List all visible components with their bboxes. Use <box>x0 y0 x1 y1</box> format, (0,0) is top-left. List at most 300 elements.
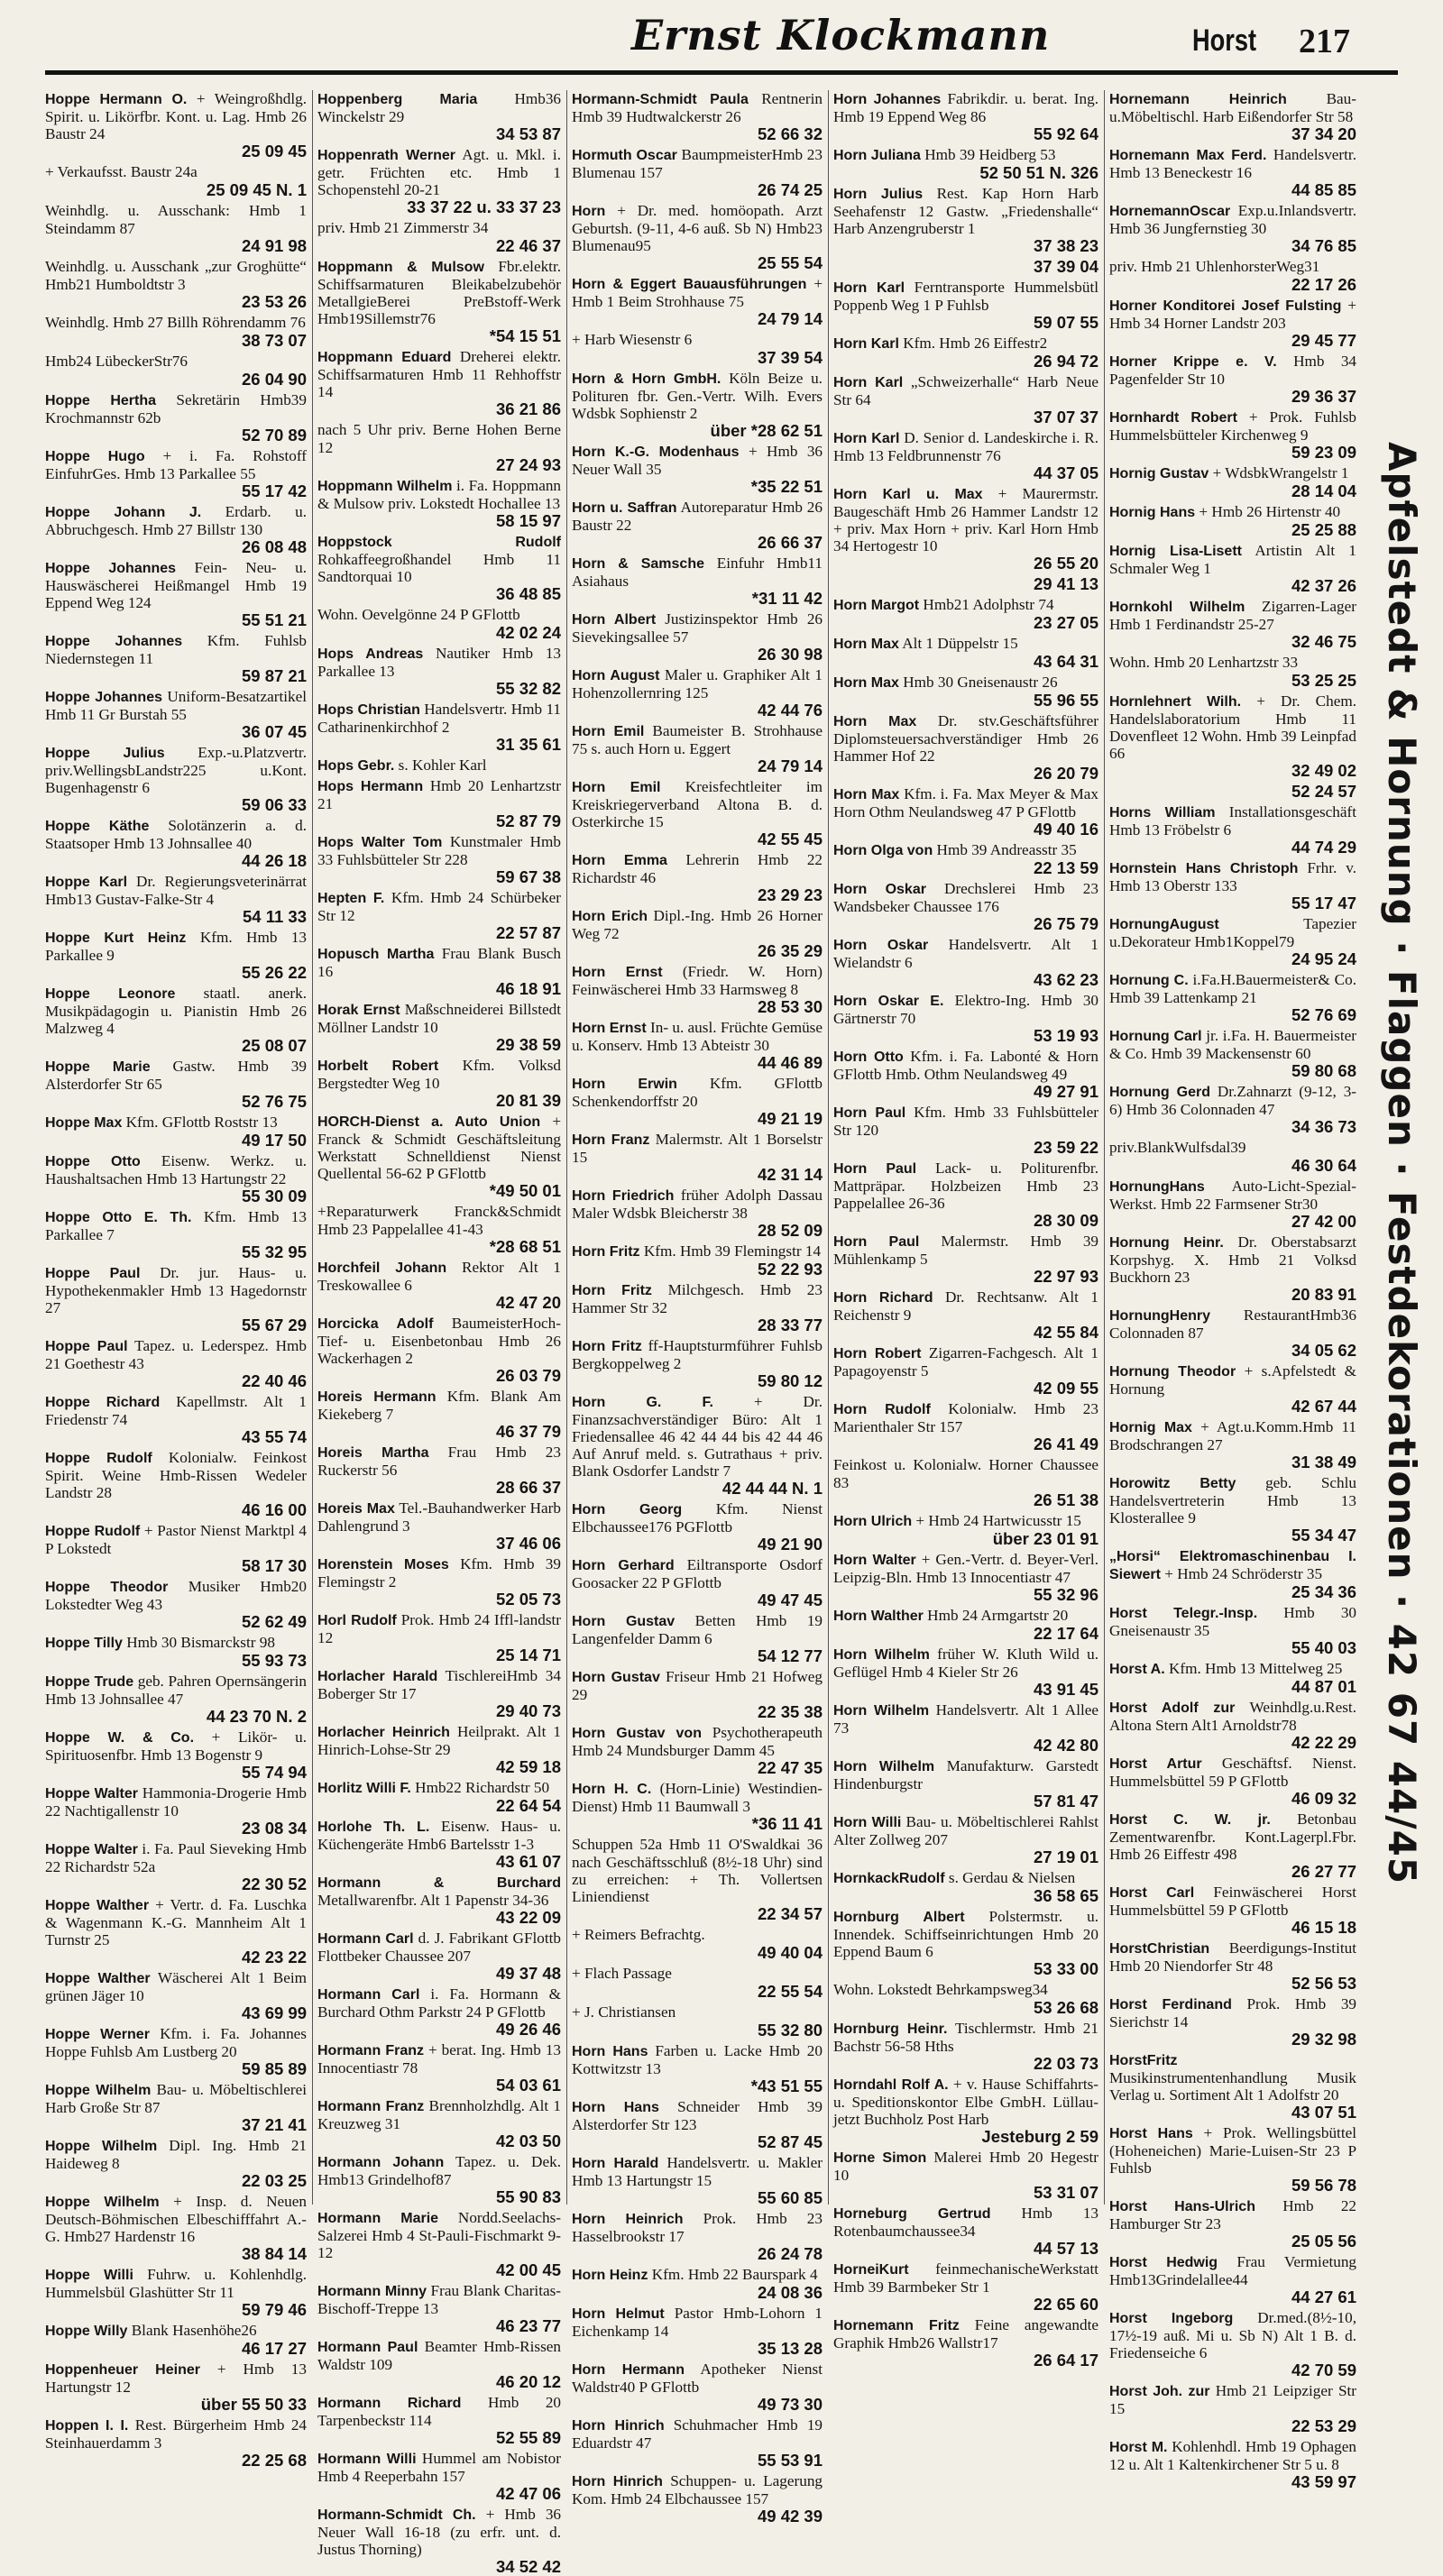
entry-phone-number: 36 48 85 <box>495 584 561 603</box>
column-divider <box>312 90 313 2205</box>
page-header <box>0 0 1443 72</box>
entry-name: Hoppe Hugo <box>45 449 145 464</box>
directory-entry <box>45 1058 307 1111</box>
entry-phone-number: 22 30 52 <box>241 1875 307 1893</box>
directory-entry <box>833 90 1098 143</box>
directory-entry <box>1109 1233 1356 1304</box>
entry-phone-number: 25 09 45 <box>241 142 307 160</box>
directory-entry <box>317 1874 561 1927</box>
entry-details: Fbr.elektr. Schiffsarmaturen Bleikabelzubehör MetallgieBerei PreBstoff-Werk Hmb19Sillemstr76 <box>317 258 562 327</box>
entry-phone-number: 23 27 05 <box>1033 613 1098 632</box>
entry-phone-number: 55 67 29 <box>241 1316 307 1334</box>
entry-name: Horn G. F. <box>572 1395 713 1410</box>
entry-details: Kunstmaler Hmb 33 Fuhlsbütteler Str 228 <box>317 833 561 868</box>
directory-entry <box>572 2305 823 2358</box>
directory-entry <box>1109 692 1356 780</box>
directory-entry <box>572 90 823 143</box>
entry-details: Wohn. Oevelgönne 24 P GFlottb <box>317 606 520 623</box>
entry-phone-number: 34 05 62 <box>1291 1341 1356 1360</box>
directory-entry <box>833 1701 1098 1755</box>
directory-entry <box>45 1114 307 1150</box>
entry-details: Baumeister B. Strohhause 75 s. auch Horn u. Eggert <box>572 722 823 757</box>
entry-details: + Gen.-Vertr. d. Beyer-Verl. Leipzig-Bln. Hmb 13 Innocentiastr 47 <box>833 1551 1098 1586</box>
entry-name: Horlacher Heinrich <box>317 1725 450 1740</box>
entry-name: Horn Karl <box>833 280 905 296</box>
entry-name: „Horsi“ Elektromaschinenbau I. Siewert <box>1109 1549 1356 1582</box>
entry-details: Installationsgeschäft Hmb 13 Fröbelstr 6 <box>1109 803 1356 839</box>
directory-entry <box>1109 1604 1356 1657</box>
directory-entry <box>572 1075 823 1128</box>
entry-phone-number: 46 23 77 <box>495 2316 561 2335</box>
entry-name: Horenstein Moses <box>317 1557 449 1572</box>
entry-name: Horn Helmut <box>572 2306 665 2322</box>
directory-entry <box>572 1393 823 1498</box>
entry-details: Kfm. i. Fa. Johannes Hoppe Fuhlsb Am Lustberg 20 <box>45 2025 307 2060</box>
entry-name: Horndahl Rolf A. <box>833 2077 949 2093</box>
directory-entry <box>572 963 823 1016</box>
entry-details: Drechslerei Hmb 23 Wandsbeker Chaussee 176 <box>833 880 1098 915</box>
entry-phone-number: 42 03 50 <box>495 2131 561 2150</box>
entry-name: Hoppe Paul <box>45 1266 141 1281</box>
entry-details: Lack- u. Politurenfbr. Mattpräpar. Holzbeizen Hmb 23 Pappelallee 26-36 <box>833 1160 1099 1212</box>
directory-entry <box>45 2025 307 2078</box>
entry-phone-number: 55 17 47 <box>1291 894 1356 912</box>
entry-phone-number: 24 08 36 <box>757 2283 823 2302</box>
entry-phone-number: 42 37 26 <box>1291 576 1356 595</box>
entry-name: Horn Hinrich <box>572 2474 663 2489</box>
directory-entry <box>1109 783 1356 801</box>
entry-details: Exp.u.Inlandsvertr. Hmb 36 Jungfernstieg 30 <box>1109 202 1356 237</box>
directory-entry <box>1109 2253 1356 2306</box>
entry-phone-number: 55 51 21 <box>241 610 307 629</box>
entry-name: Hoppe Theodor <box>45 1580 169 1595</box>
directory-entry <box>1109 1306 1356 1360</box>
entry-name: Horn Erwin <box>572 1077 677 1092</box>
entry-details: Prok. Hmb 39 Sierichstr 14 <box>1109 1995 1357 2031</box>
entry-name: Hornburg Heinr. <box>833 2021 948 2037</box>
entry-phone-number: 28 30 09 <box>1033 1211 1098 1230</box>
entry-details: Kolonialw. Feinkost Spirit. Weine Hmb-Rissen Wedeler Landstr 28 <box>45 1449 307 1501</box>
entry-details: „Schweizerhalle“ Harb Neue Str 64 <box>833 373 1098 408</box>
entry-details: (Friedr. W. Horn) Feinwäscherei Hmb 33 Harmsweg 8 <box>572 963 823 998</box>
entry-phone-number: 53 26 68 <box>1033 1998 1098 2017</box>
entry-details: + Prok. Fuhlsb Hummelsbütteler Kirchenweg 9 <box>1109 408 1357 444</box>
entry-phone-number: 55 26 22 <box>241 963 307 982</box>
entry-details: Kfm. Hmb 33 Fuhlsbütteler Str 120 <box>833 1104 1099 1139</box>
entry-phone-number: 43 69 99 <box>241 2003 307 2022</box>
entry-name: HornungHenry <box>1109 1308 1210 1324</box>
entry-phone-number: 34 36 73 <box>1291 1117 1356 1136</box>
entry-phone-number: 24 91 98 <box>241 236 307 255</box>
directory-entry <box>572 1724 823 1777</box>
entry-details: priv. Hmb 21 Zimmerstr 34 <box>317 219 489 236</box>
entry-details: i. Fa. Paul Sieveking Hmb 22 Richardstr 52a <box>45 1840 308 1875</box>
directory-entry <box>572 2003 823 2040</box>
entry-phone-number: 59 06 33 <box>241 795 307 814</box>
entry-phone-number: 46 16 00 <box>241 1500 307 1519</box>
directory-entry <box>45 391 307 445</box>
entry-name: Hornung Theodor <box>1109 1364 1236 1380</box>
entry-phone-number: 22 40 46 <box>241 1371 307 1390</box>
entry-phone-number: 35 13 28 <box>757 2339 823 2358</box>
entry-name: Horst M. <box>1109 2440 1168 2455</box>
directory-entry <box>45 929 307 982</box>
directory-entry <box>572 666 823 720</box>
entry-name: Hepten F. <box>317 891 385 906</box>
entry-name: Hornkohl Wilhelm <box>1109 600 1245 615</box>
entry-phone-number: 52 22 93 <box>757 1260 823 1279</box>
entry-details: (Horn-Linie) Westindien-Dienst) Hmb 11 Baumwall 3 <box>572 1780 823 1815</box>
entry-name: Hoppenheuer Heiner <box>45 2362 200 2378</box>
entry-details: + Maurermstr. Baugeschäft Hmb 26 Hammer Landstr 12 + priv. Max Horn + priv. Karl Horn Hmb 34 Hertogestr 10 <box>833 485 1099 555</box>
directory-entry <box>45 688 307 741</box>
entry-details: Uniform-Besatzartikel Hmb 11 Gr Burstah 55 <box>45 688 307 723</box>
entry-phone-number: 49 37 48 <box>495 1964 561 1983</box>
entry-name: Horst Telegr.-Insp. <box>1109 1606 1258 1621</box>
entry-name: Horn Albert <box>572 612 657 628</box>
entry-name: Hormann Willi <box>317 2452 417 2467</box>
entry-details: Kfm. i. Fa. Max Meyer & Max Horn Othm Neulandsweg 47 P GFlottb <box>833 785 1098 820</box>
entry-details: geb. Schlu Handelsvertreterin Hmb 13 Klosterallee 9 <box>1109 1474 1357 1526</box>
entry-details: priv. Hmb 21 UhlenhorsterWeg31 <box>1109 258 1320 275</box>
entry-name: Horlitz Willi F. <box>317 1781 411 1796</box>
directory-entry <box>317 2153 561 2206</box>
entry-name: Hormann Carl <box>317 1931 414 1947</box>
entry-phone-number: *54 15 51 <box>489 326 561 345</box>
directory-entry <box>45 2361 307 2414</box>
entry-name: Horn Wilhelm <box>833 1703 930 1719</box>
entry-details: Kfm. Hmb 39 Flemingstr 14 <box>643 1242 822 1260</box>
entry-name: Horn Karl <box>833 336 899 352</box>
entry-details: nach 5 Uhr priv. Berne Hohen Berne 12 <box>317 421 561 456</box>
entry-name: Hormann Minny <box>317 2284 427 2299</box>
directory-entry <box>45 1896 307 1966</box>
entry-details: + Flach Passage <box>572 1965 672 1982</box>
entry-name: Horeis Hermann <box>317 1389 437 1405</box>
directory-entry <box>1109 1660 1356 1696</box>
directory-entry <box>833 1160 1098 1230</box>
entry-details: Heilprakt. Alt 1 Hinrich-Lohse-Str 29 <box>317 1723 562 1758</box>
directory-entry <box>833 2260 1098 2314</box>
directory-entry <box>45 90 307 160</box>
entry-phone-number: 25 55 54 <box>757 253 823 272</box>
entry-phone-number: 55 34 47 <box>1291 1526 1356 1545</box>
entry-details: Rest. Kap Horn Harb Seehafenstr 12 Gastw. „Friedenshalle“ Harb Anzengruberstr 1 <box>833 185 1098 237</box>
entry-details: + Verkaufsst. Baustr 24a <box>45 163 198 180</box>
entry-details: Auto-Licht-Spezial-Werkst. Hmb 22 Farmsener Str30 <box>1109 1178 1356 1213</box>
entry-name: Hoppe Marie <box>45 1059 151 1075</box>
entry-phone-number: 22 47 35 <box>757 1758 823 1777</box>
entry-phone-number: 49 40 04 <box>757 1943 823 1962</box>
entry-phone-number: 22 34 57 <box>757 1904 823 1923</box>
directory-entry <box>317 348 561 418</box>
entry-name: Horn Paul <box>833 1161 917 1177</box>
entry-phone-number: 53 31 07 <box>1033 2183 1098 2202</box>
entry-phone-number: 55 92 64 <box>1033 124 1098 143</box>
entry-name: Horn Ulrich <box>833 1514 913 1529</box>
directory-entry <box>45 1673 307 1726</box>
entry-phone-number: 22 35 38 <box>757 1702 823 1721</box>
entry-phone-number: 42 47 20 <box>495 1293 561 1312</box>
directory-entry <box>317 2450 561 2503</box>
entry-phone-number: 26 66 37 <box>757 533 823 552</box>
entry-phone-number: 44 23 70 N. 2 <box>206 1707 307 1726</box>
entry-phone-number: 55 93 73 <box>241 1651 307 1670</box>
directory-entry <box>317 2041 561 2095</box>
entry-details: Hmb24 LübeckerStr76 <box>45 353 188 370</box>
entry-details: Dreherei elektr. Schiffsarmaturen Hmb 11 Rehhoffstr 14 <box>317 348 561 400</box>
entry-phone-number: 25 34 36 <box>1291 1582 1356 1601</box>
directory-entry <box>317 258 561 345</box>
entry-phone-number: 42 42 80 <box>1033 1736 1098 1755</box>
entry-name: Hoppe Rudolf <box>45 1524 141 1539</box>
entry-details: Tischlermstr. Hmb 21 Bachstr 56-58 Hths <box>833 2020 1098 2055</box>
directory-entry <box>572 1500 823 1554</box>
directory-entry <box>45 2266 307 2319</box>
entry-details: Weinhdlg.u.Rest. Altona Stern Alt1 Arnoldstr78 <box>1109 1699 1356 1734</box>
entry-phone-number: 44 26 18 <box>241 851 307 870</box>
entry-phone-number: 43 62 23 <box>1033 970 1098 989</box>
directory-entry <box>572 722 823 775</box>
entry-details: Hmb 24 Armgartstr 20 <box>927 1607 1069 1624</box>
directory-entry <box>1109 859 1356 912</box>
entry-phone-number: *28 68 51 <box>489 1237 561 1256</box>
entry-name: Horner Konditorei Josef Fulsting <box>1109 298 1342 314</box>
entry-details: Prok. Hmb 24 Iffl-landstr 12 <box>317 1611 562 1646</box>
entry-details: Feinkost u. Kolonialw. Horner Chaussee 83 <box>833 1456 1098 1491</box>
entry-details: geb. Pahren Opernsängerin Hmb 13 Johnsallee 47 <box>45 1673 307 1708</box>
entry-phone-number: 59 87 21 <box>241 666 307 685</box>
entry-phone-number: *36 11 41 <box>751 1814 823 1833</box>
column-divider <box>1104 90 1105 2205</box>
directory-entry <box>1109 915 1356 968</box>
entry-phone-number: Jesteburg 2 59 <box>981 2127 1098 2146</box>
entry-name: Hornung C. <box>1109 973 1189 988</box>
directory-entry <box>572 370 823 440</box>
directory-entry <box>45 1449 307 1519</box>
column-divider <box>828 90 829 2205</box>
entry-name: Horst Hedwig <box>1109 2255 1218 2270</box>
directory-entry <box>45 632 307 685</box>
directory-entry <box>317 2338 561 2391</box>
entry-name: Horeis Martha <box>317 1445 429 1461</box>
entry-details: Manufakturw. Garstedt Hindenburgstr <box>833 1757 1098 1792</box>
entry-phone-number: 44 85 85 <box>1291 180 1356 199</box>
entry-phone-number: 22 03 25 <box>241 2171 307 2190</box>
entry-details: s. Gerdau & Nielsen <box>948 1869 1076 1886</box>
entry-details: Hmb22 Richardstr 50 <box>415 1779 550 1796</box>
entry-phone-number: 26 04 90 <box>241 370 307 389</box>
directory-entry <box>572 2210 823 2263</box>
entry-details: + Dr. Chem. Handelslaboratorium Hmb 11 Dovenfleet 12 Wohn. Hmb 39 Leinpfad 66 <box>1109 692 1357 762</box>
entry-details: Bau-u.Möbeltischl. Harb Eißendorfer Str 58 <box>1109 90 1357 125</box>
entry-details: Weinhdlg. u. Ausschank „zur Groghütte“ Hmb21 Humboldtstr 3 <box>45 258 307 293</box>
entry-details: Schuppen- u. Lagerung Kom. Hmb 24 Elbchaussee 157 <box>572 2472 823 2507</box>
directory-entry <box>833 185 1098 255</box>
entry-name: Horn Hermann <box>572 2362 685 2378</box>
entry-phone-number: 49 47 45 <box>757 1591 823 1609</box>
directory-entry <box>572 1187 823 1240</box>
entry-details: Frau Vermietung Hmb13Grindelallee44 <box>1109 2253 1357 2288</box>
entry-details: + Dr. Finanzsachverständiger Büro: Alt 1 Friedensallee 46 42 44 44 bis 42 44 46 Auf Anruf meld. s. Gutrathaus + priv. Blank Osdorfer Landstr 7 <box>572 1393 823 1480</box>
entry-phone-number: 26 27 77 <box>1291 1862 1356 1881</box>
directory-entry <box>45 2322 307 2358</box>
entry-name: Horne Simon <box>833 2150 927 2166</box>
directory-entry <box>833 279 1098 332</box>
directory-entry <box>317 1259 561 1312</box>
entry-name: Horak Ernst <box>317 1003 400 1018</box>
entry-details: + Franck & Schmidt Geschäftsleitung Werkstatt Schnelldienst Nienst Quellental 56-62 P GFlottb <box>317 1113 562 1182</box>
entry-phone-number: 42 22 29 <box>1291 1733 1356 1752</box>
directory-entry <box>1109 1811 1356 1881</box>
entry-details: Farben u. Lacke Hmb 20 Kottwitzstr 13 <box>572 2042 823 2077</box>
entry-name: Horn Max <box>833 714 917 729</box>
entry-phone-number: über 23 01 91 <box>992 1529 1098 1548</box>
entry-details: + Pastor Nienst Marktpl 4 P Lokstedt <box>45 1522 307 1557</box>
directory-entry <box>317 477 561 530</box>
entry-details: früher W. Kluth Wild u. Geflügel Hmb 4 Kieler Str 26 <box>833 1646 1098 1681</box>
entry-name: Horn Ernst <box>572 965 663 980</box>
entry-name: Horbelt Robert <box>317 1059 439 1074</box>
entry-details: Frau Blank Busch 16 <box>317 945 562 980</box>
directory-entry <box>572 555 823 608</box>
directory-entry <box>1109 1995 1356 2049</box>
directory-entry <box>833 1233 1098 1286</box>
directory-entry <box>45 1393 307 1446</box>
entry-name: Horn Otto <box>833 1050 904 1065</box>
entry-phone-number: 49 26 46 <box>495 2020 561 2039</box>
entry-name: Hoppe Rudolf <box>45 1451 152 1466</box>
entry-name: Hornig Lisa-Lisett <box>1109 544 1242 559</box>
entry-name: Horcicka Adolf <box>317 1316 434 1332</box>
entry-name: Horn Karl u. Max <box>833 487 983 502</box>
entry-name: Hoppenberg Maria <box>317 92 478 107</box>
directory-entry <box>572 1337 823 1390</box>
entry-phone-number: 26 03 79 <box>495 1366 561 1385</box>
directory-entry <box>833 2020 1098 2073</box>
entry-name: Horl Rudolf <box>317 1613 397 1628</box>
entry-details: Dr. stv.Geschäftsführer Diplomsteuersachverständiger Hmb 26 Hammer Hof 22 <box>833 712 1099 765</box>
entry-name: Horlohe Th. L. <box>317 1820 430 1835</box>
entry-phone-number: 42 44 44 N. 1 <box>722 1479 823 1498</box>
entry-name: Horn Willi <box>833 1815 902 1830</box>
directory-entry <box>1109 503 1356 539</box>
entry-name: Hormann Paul <box>317 2340 418 2355</box>
entry-phone-number: 24 95 24 <box>1291 949 1356 968</box>
directory-entry <box>833 146 1098 182</box>
entry-phone-number: 52 50 51 N. 326 <box>979 163 1098 182</box>
entry-phone-number: 28 52 09 <box>757 1221 823 1240</box>
entry-name: Hoppe Johannes <box>45 634 183 649</box>
entry-details: Hmb 30 Bismarckstr 98 <box>126 1634 275 1651</box>
entry-details: Hmb 30 Gneisenaustr 35 <box>1109 1604 1357 1639</box>
directory-entry <box>572 2416 823 2470</box>
entry-details: Hmb 39 Andreasstr 35 <box>936 841 1077 858</box>
entry-details: + Prok. Wellingsbüttel (Hoheneichen) Marie-Luisen-Str 23 P Fuhlsb <box>1109 2124 1356 2177</box>
entry-name: Hoppe Hermann O. <box>45 92 188 107</box>
entry-name: Hormann & Burchard <box>317 1875 561 1891</box>
entry-details: Eisenw. Haus- u. Küchengeräte Hmb6 Bartelsstr 1-3 <box>317 1818 562 1853</box>
entry-details: Justizinspektor Hmb 26 Sievekingsallee 57 <box>572 610 823 646</box>
entry-details: Tel.-Bauhandwerker Harb Dahlengrund 3 <box>317 1499 561 1535</box>
entry-details: TischlereiHmb 34 Boberger Str 17 <box>317 1667 561 1702</box>
entry-name: Horn Ernst <box>572 1021 647 1036</box>
entry-name: Horn Fritz <box>572 1339 642 1354</box>
entry-name: Hornemann Max Ferd. <box>1109 148 1267 163</box>
directory-entry <box>1109 1083 1356 1136</box>
directory-entry <box>572 202 823 272</box>
entry-phone-number: 25 08 07 <box>241 1036 307 1055</box>
directory-entry <box>833 373 1098 426</box>
entry-name: Horn Hinrich <box>572 2418 665 2434</box>
entry-phone-number: 42 23 22 <box>241 1948 307 1966</box>
directory-entry <box>317 2394 561 2447</box>
entry-details: Tapez. u. Lederspez. Hmb 21 Goethestr 43 <box>45 1337 307 1372</box>
directory-entry <box>572 907 823 960</box>
entry-details: Sekretärin Hmb39 Krochmannstr 62b <box>45 391 307 426</box>
entry-phone-number: 28 33 77 <box>757 1316 823 1334</box>
entry-phone-number: 52 87 45 <box>757 2132 823 2151</box>
entry-details: Kfm. Hmb 13 Parkallee 7 <box>45 1208 307 1243</box>
entry-phone-number: 42 47 06 <box>495 2484 561 2503</box>
entry-phone-number: 24 79 14 <box>757 309 823 328</box>
entry-name: Hoppe Willy <box>45 2324 128 2339</box>
entry-details: Kolonialw. Hmb 23 Marienthaler Str 157 <box>833 1400 1098 1435</box>
directory-entry <box>833 2205 1098 2258</box>
directory-entry <box>45 1522 307 1575</box>
entry-details: Nordd.Seelachs-Salzerei Hmb 4 St-Pauli-Fischmarkt 9-12 <box>317 2209 561 2261</box>
entry-name: Hornung Carl <box>1109 1029 1202 1044</box>
directory-entry <box>317 146 561 216</box>
entry-name: Hoppe Trude <box>45 1674 134 1690</box>
entry-details: Fabrikdir. u. berat. Ing. Hmb 19 Eppend Weg 86 <box>833 90 1099 125</box>
directory-entry <box>572 2154 823 2207</box>
entry-name: Hornlehnert Wilh. <box>1109 694 1242 710</box>
directory-entry <box>1109 542 1356 595</box>
entry-phone-number: 58 15 97 <box>495 511 561 530</box>
entry-name: Horst Hans-Ulrich <box>1109 2199 1255 2214</box>
entry-phone-number: über *28 62 51 <box>710 421 823 440</box>
entry-details: Betonbau Zementwarenfbr. Kont.Lagerpl.Fbr. Hmb 26 Eiffestr 498 <box>1109 1811 1356 1863</box>
entry-details: jr. i.Fa. H. Bauermeister & Co. Hmb 39 Mackensenstr 60 <box>1109 1027 1357 1062</box>
directory-entry <box>1109 1139 1356 1175</box>
entry-phone-number: 25 14 71 <box>495 1646 561 1664</box>
entry-phone-number: 54 03 61 <box>495 2076 561 2095</box>
entry-details: BaumeisterHoch-Tief- u. Eisenbetonbau Hmb 26 Wackerhagen 2 <box>317 1315 561 1367</box>
entry-name: Hoppmann Eduard <box>317 350 452 365</box>
entry-details: Kfm. Volksd Bergstedter Weg 10 <box>317 1057 561 1092</box>
entry-name: Horn Emil <box>572 780 661 795</box>
entry-phone-number: 43 22 09 <box>495 1908 561 1927</box>
entry-name: Hoppe Wilhelm <box>45 2083 152 2098</box>
entry-name: Horn Oskar E. <box>833 994 944 1009</box>
entry-details: Dr. jur. Haus- u. Hypothekenmakler Hmb 13 Hagedornstr 27 <box>45 1264 307 1316</box>
entry-name: Horlacher Harald <box>317 1669 438 1684</box>
entry-phone-number: 42 67 44 <box>1291 1397 1356 1416</box>
directory-entry <box>833 1981 1098 2017</box>
entry-details: Rohkaffeegroßhandel Hmb 11 Sandtorquai 10 <box>317 551 561 585</box>
entry-name: Hops Hermann <box>317 779 424 794</box>
entry-name: Horst Ferdinand <box>1109 1997 1232 2012</box>
directory-entry <box>45 2137 307 2190</box>
entry-details: Schuhmacher Hmb 19 Eduardstr 47 <box>572 2416 823 2452</box>
entry-name: Horn Karl <box>833 431 900 446</box>
entry-name: Hoppe Leonore <box>45 986 176 1002</box>
directory-entry <box>317 1779 561 1815</box>
entry-name: Horn Heinz <box>572 2268 648 2283</box>
entry-details: Hmb 20 Tarpenbeckstr 114 <box>317 2394 562 2429</box>
directory-entry <box>572 1780 823 1833</box>
